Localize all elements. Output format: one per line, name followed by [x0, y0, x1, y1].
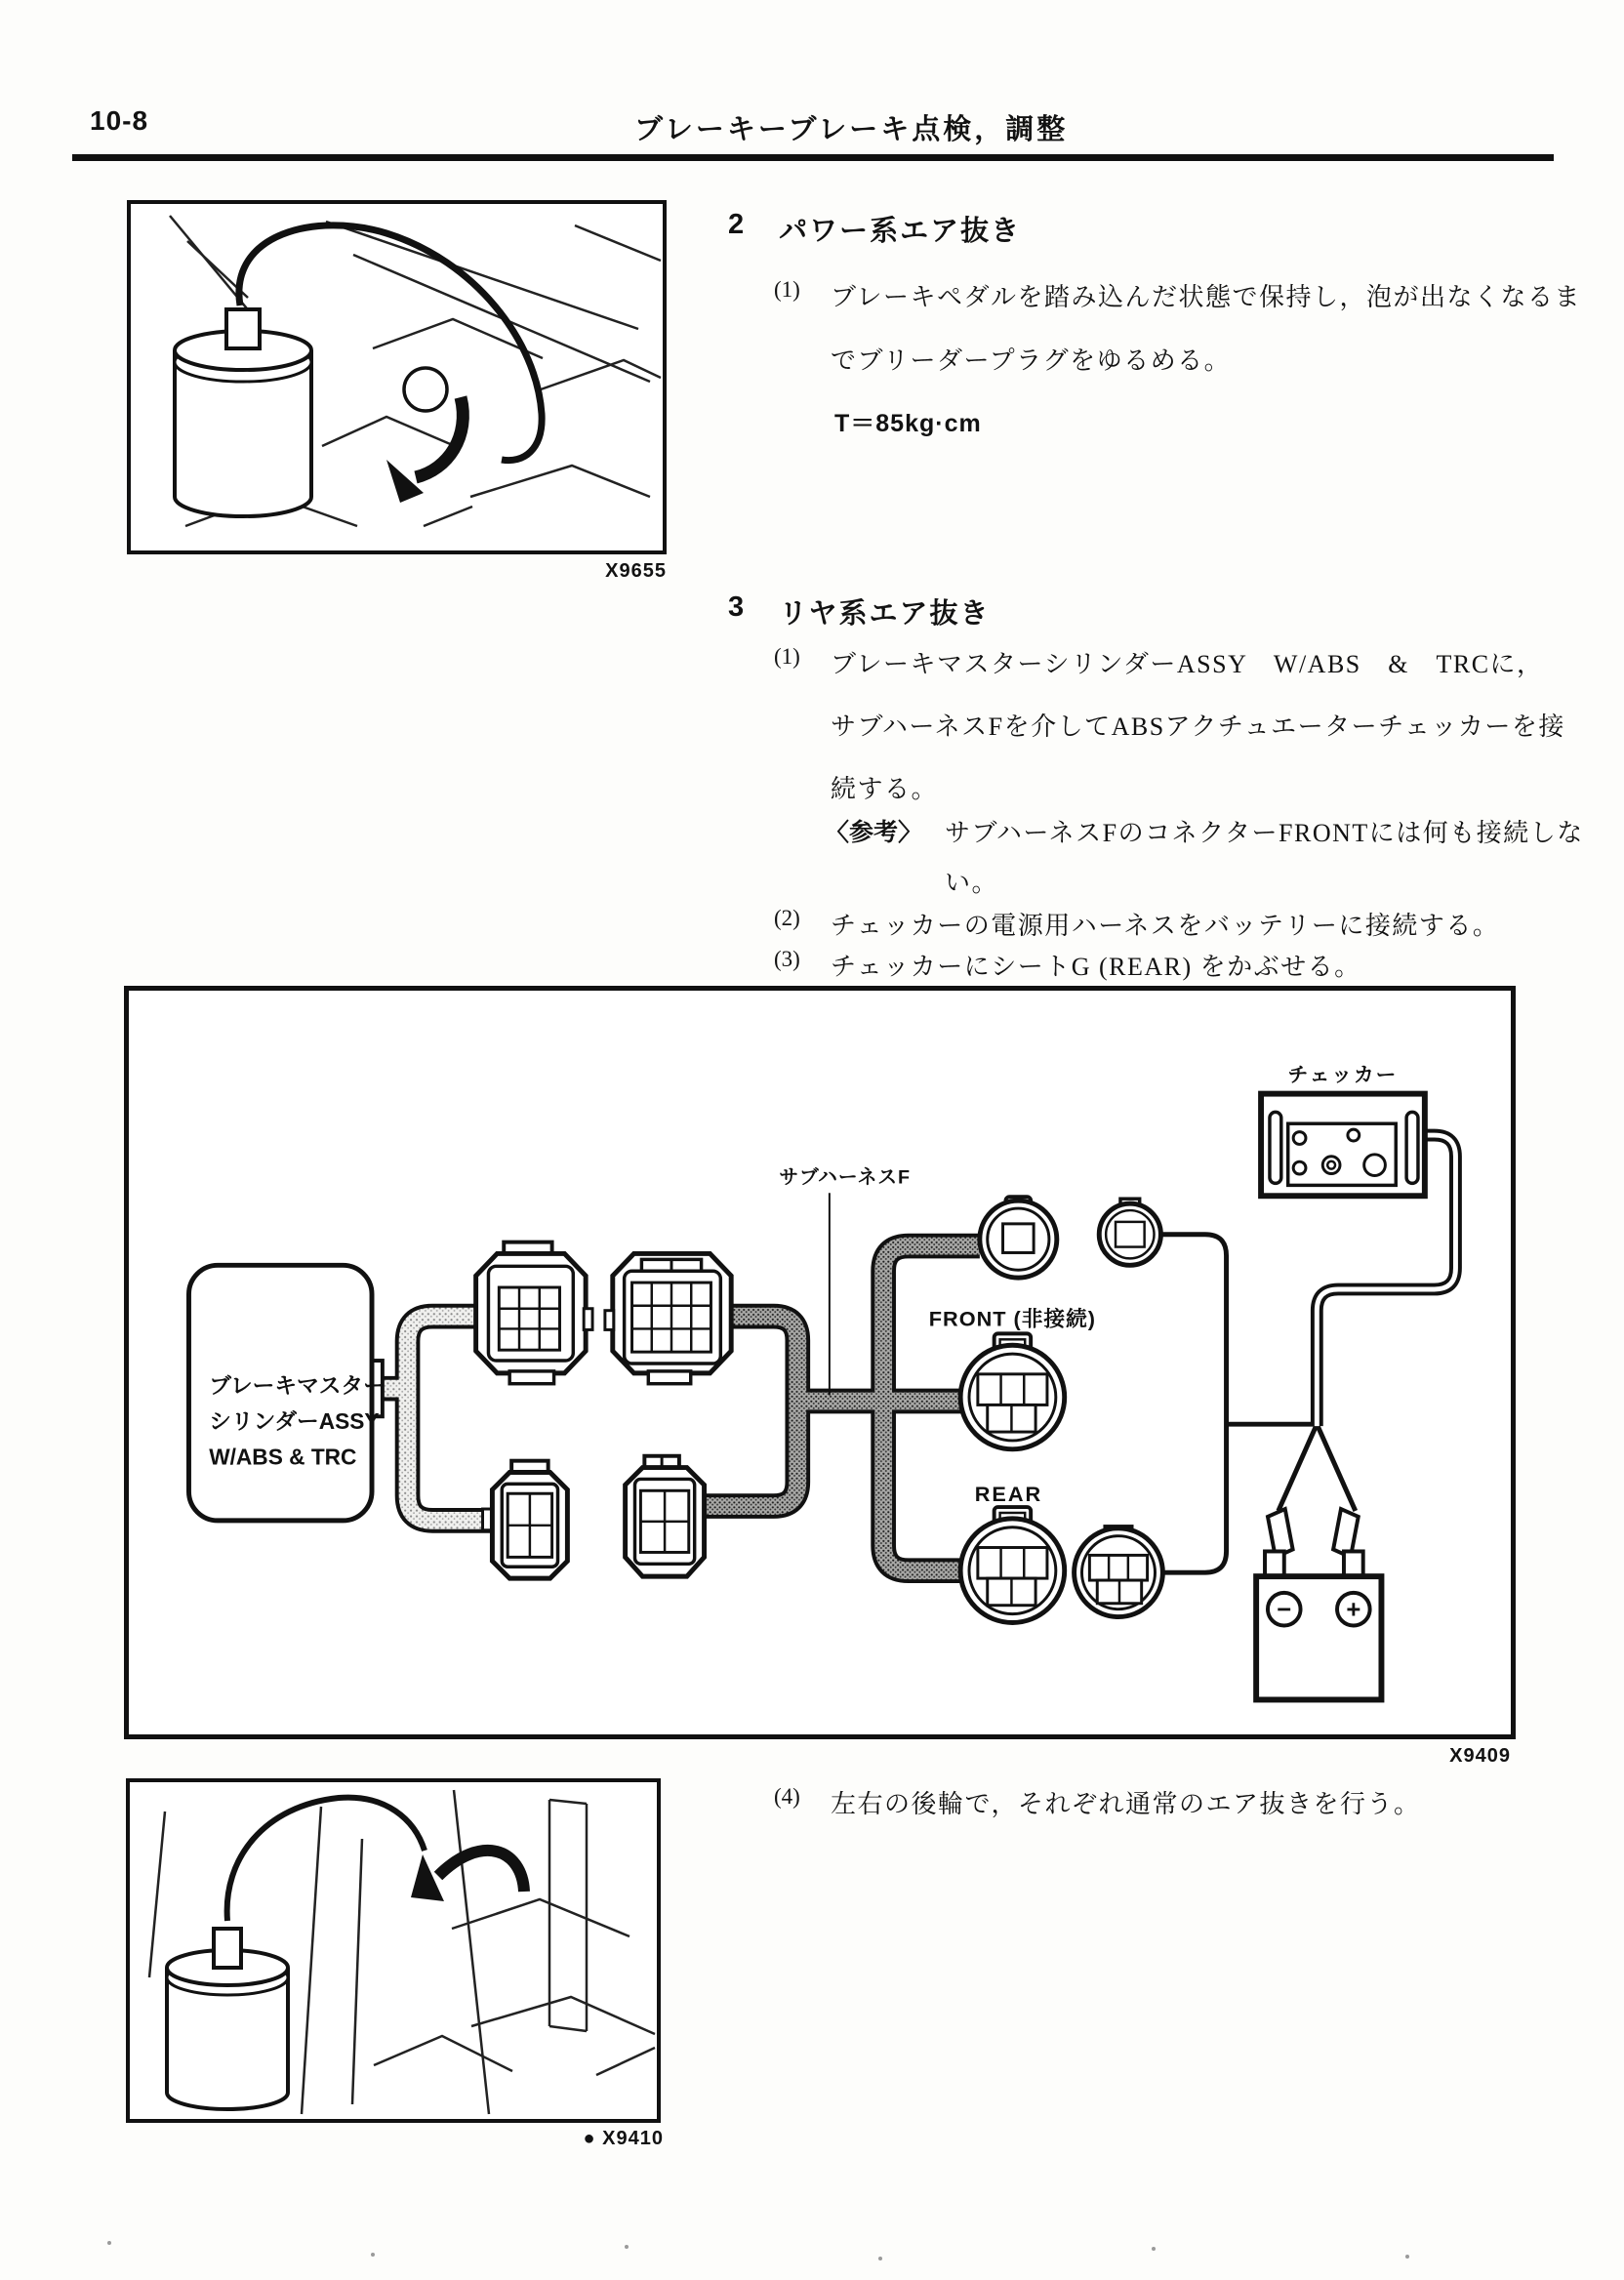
rear-label: REAR: [974, 1482, 1043, 1507]
scan-speck: [878, 2257, 882, 2260]
battery-minus-sign: −: [1277, 1596, 1292, 1624]
figure-code-bottom: [508, 2128, 664, 2150]
section-3-item-1-cont2: 続する。: [831, 775, 939, 803]
item-text: チェッカーの電源用ハーネスをバッテリーに接続する。: [831, 912, 1500, 940]
section-3-title: リヤ系エア抜き: [779, 598, 991, 630]
reference-note: [825, 813, 1584, 849]
note-label: 〈参考〉: [825, 820, 923, 846]
item-text: ブレーキペダルを踏み込んだ状態で保持し，泡が出なくなるま: [831, 283, 1581, 311]
section-2-heading: [728, 209, 1021, 249]
rear-wheel-bleed-photo: [126, 1778, 661, 2123]
svg-text:ブレーキマスター: ブレーキマスター: [209, 1372, 386, 1399]
section-3-item-4: [774, 1784, 1420, 1820]
fluid-container: [175, 309, 311, 516]
item-marker: (1): [774, 277, 800, 302]
connector-square-large-right: [605, 1253, 731, 1383]
scan-speck: [1152, 2247, 1156, 2251]
checker-connection-diagram: [124, 986, 1516, 1739]
section-2-item-1: [774, 277, 1581, 313]
diagram-canvas: [129, 991, 1511, 1734]
section-2-item-1-cont: でブリーダープラグをゆるめる。: [831, 346, 1232, 375]
engine-bay-illustration-top: [131, 204, 663, 550]
item-marker: (4): [774, 1784, 800, 1809]
checker-label: チェッカー: [1287, 1063, 1399, 1086]
engine-bay-illustration-bottom: [130, 1782, 657, 2119]
item-marker: (2): [774, 906, 800, 930]
connector-rear: [960, 1507, 1065, 1622]
bleeder-hose: [227, 1798, 425, 1921]
figure-code-text: X9410: [602, 2128, 664, 2149]
scan-speck: [371, 2253, 375, 2257]
item-marker: (3): [774, 947, 800, 971]
harness-sub-f: [707, 1246, 980, 1571]
connector-square-small-right: [626, 1456, 705, 1576]
svg-text:W/ABS & TRC: W/ABS & TRC: [209, 1444, 357, 1470]
page-number: 10-8: [90, 105, 149, 136]
scan-speck: [625, 2245, 629, 2249]
reference-note-cont: い。: [945, 869, 999, 897]
battery: [1256, 1509, 1381, 1699]
item-marker: (1): [774, 644, 800, 669]
reservoir-cap: [404, 368, 447, 411]
connector-round-battery-side: [1075, 1527, 1163, 1617]
connector-square-small-left: [483, 1461, 568, 1578]
front-label: FRONT (非接続): [928, 1306, 1097, 1331]
loosen-arrow-icon: [411, 1851, 524, 1901]
section-3-item-2: [774, 906, 1499, 942]
scan-speck: [107, 2241, 111, 2245]
section-3-item-3: [774, 947, 1361, 983]
scan-speck: [1405, 2255, 1409, 2259]
loosen-arrow-icon: [386, 397, 463, 503]
header-rule: [72, 154, 1554, 161]
section-2-number: 2: [728, 209, 747, 240]
connector-round-top: [980, 1197, 1057, 1278]
figure-code-diagram: X9409: [1449, 1745, 1511, 1767]
engine-bay-photo-top: [127, 200, 667, 554]
section-3-heading: [728, 591, 991, 631]
connector-front: [960, 1333, 1065, 1448]
bullet-icon: ●: [583, 2128, 596, 2149]
master-cylinder-box: [188, 1265, 385, 1521]
fluid-container: [167, 1929, 288, 2109]
note-text: サブハーネスFのコネクターFRONTには何も接続しな: [945, 819, 1584, 847]
section-3-item-1: [774, 644, 1544, 680]
torque-spec: T＝85kg·cm: [834, 410, 982, 437]
section-2-title: パワー系エア抜き: [779, 216, 1022, 247]
section-3-number: 3: [728, 591, 747, 623]
connector-square-large-left: [476, 1242, 592, 1384]
page-title: ブレーキーブレーキ点検，調整: [634, 114, 1069, 145]
item-text: ブレーキマスターシリンダーASSY W/ABS & TRCに，: [831, 650, 1544, 678]
connector-round-top-mate: [1099, 1199, 1160, 1265]
item-text: チェッカーにシートG (REAR) をかぶせる。: [831, 953, 1361, 981]
item-text: 左右の後輪で，それぞれ通常のエア抜きを行う。: [831, 1790, 1421, 1818]
abs-actuator-checker: [1261, 1094, 1425, 1197]
subharness-label: サブハーネスF: [779, 1166, 912, 1189]
figure-code-top: X9655: [605, 560, 667, 582]
section-3-item-1-cont: サブハーネスFを介してABSアクチュエーターチェッカーを接: [831, 712, 1565, 741]
svg-text:シリンダーASSY: シリンダーASSY: [209, 1408, 380, 1435]
battery-plus-sign: +: [1346, 1596, 1361, 1624]
